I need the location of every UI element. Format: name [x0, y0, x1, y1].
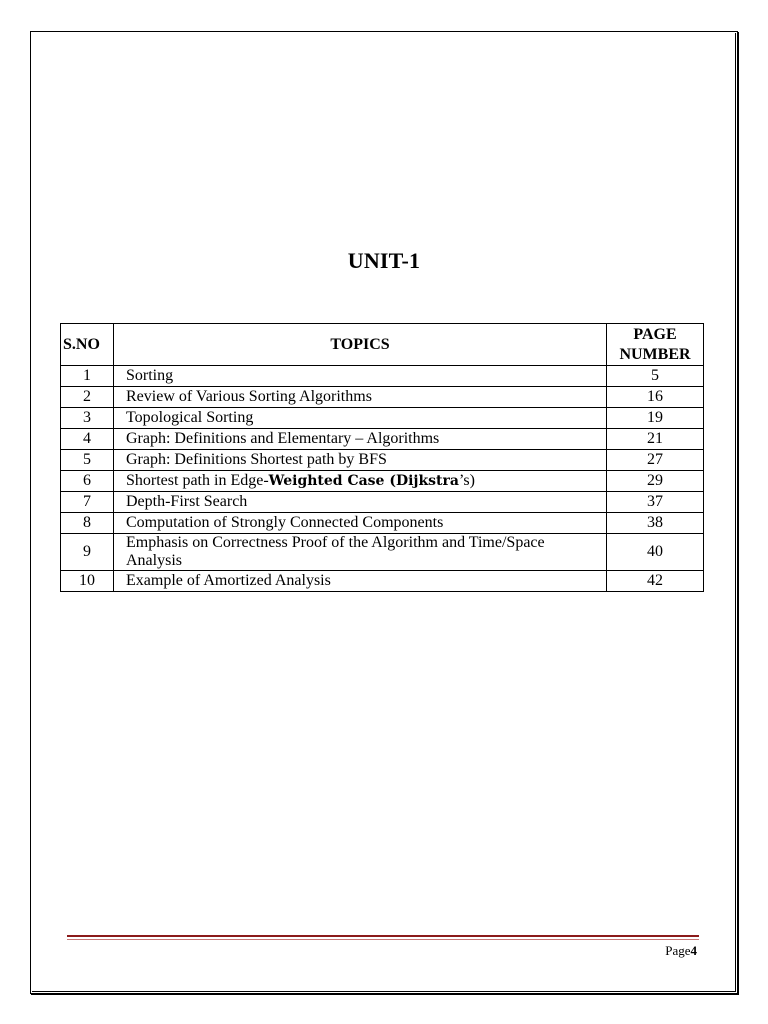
table-row: [61, 408, 704, 429]
row-sno: 8: [61, 513, 114, 534]
row-topic: Computation of Strongly Connected Components: [114, 513, 607, 534]
row-page: 38: [607, 513, 704, 534]
row-sno: 4: [61, 429, 114, 450]
page-prefix: Page: [665, 943, 691, 958]
row-page: 37: [607, 492, 704, 513]
table-row: [61, 471, 704, 492]
row-topic-bold: Weighted Case (Dijkstra: [268, 473, 459, 489]
row-topic: Sorting: [114, 366, 607, 387]
row-topic: Depth-First Search: [114, 492, 607, 513]
row-topic: Graph: Definitions and Elementary – Algorithms: [114, 429, 607, 450]
footer-rule: [67, 935, 699, 937]
table-row: [61, 387, 704, 408]
header-page-number: [607, 324, 704, 366]
row-topic: Topological Sorting: [114, 408, 607, 429]
table-row: [61, 571, 704, 592]
row-sno: 6: [61, 471, 114, 492]
row-topic: Graph: Definitions Shortest path by BFS: [114, 450, 607, 471]
row-page: 42: [607, 571, 704, 592]
table-row: [61, 513, 704, 534]
row-sno: 3: [61, 408, 114, 429]
unit-title: UNIT-1: [347, 248, 421, 273]
table-row: [61, 366, 704, 387]
row-sno: 7: [61, 492, 114, 513]
page-number: 4: [690, 943, 697, 958]
row-sno: 10: [61, 571, 114, 592]
table-row: [61, 534, 704, 571]
contents-table: [60, 323, 704, 592]
page-number-label: [665, 943, 697, 959]
row-topic: Example of Amortized Analysis: [114, 571, 607, 592]
table-row: [61, 429, 704, 450]
row-topic-plain: Shortest path in Edge-: [126, 472, 269, 489]
footer-rule-secondary: [67, 939, 699, 940]
row-page: 16: [607, 387, 704, 408]
table-row: [61, 450, 704, 471]
row-topic: [114, 471, 607, 492]
row-sno: 9: [61, 534, 114, 571]
row-page: 21: [607, 429, 704, 450]
row-topic-tail: ’s): [458, 472, 475, 489]
row-topic: Review of Various Sorting Algorithms: [114, 387, 607, 408]
row-page: 40: [607, 534, 704, 571]
row-page: 29: [607, 471, 704, 492]
header-page-line2: NUMBER: [619, 345, 691, 363]
row-topic: Emphasis on Correctness Proof of the Algorithm and Time/Space Analysis: [114, 534, 607, 571]
table-row: [61, 492, 704, 513]
header-sno: S.NO: [61, 324, 114, 366]
row-page: 27: [607, 450, 704, 471]
header-page-line1: PAGE: [633, 325, 677, 343]
row-page: 5: [607, 366, 704, 387]
row-sno: 5: [61, 450, 114, 471]
header-topics: TOPICS: [114, 324, 607, 366]
row-sno: 1: [61, 366, 114, 387]
row-page: 19: [607, 408, 704, 429]
row-sno: 2: [61, 387, 114, 408]
table-header-row: [61, 324, 704, 366]
